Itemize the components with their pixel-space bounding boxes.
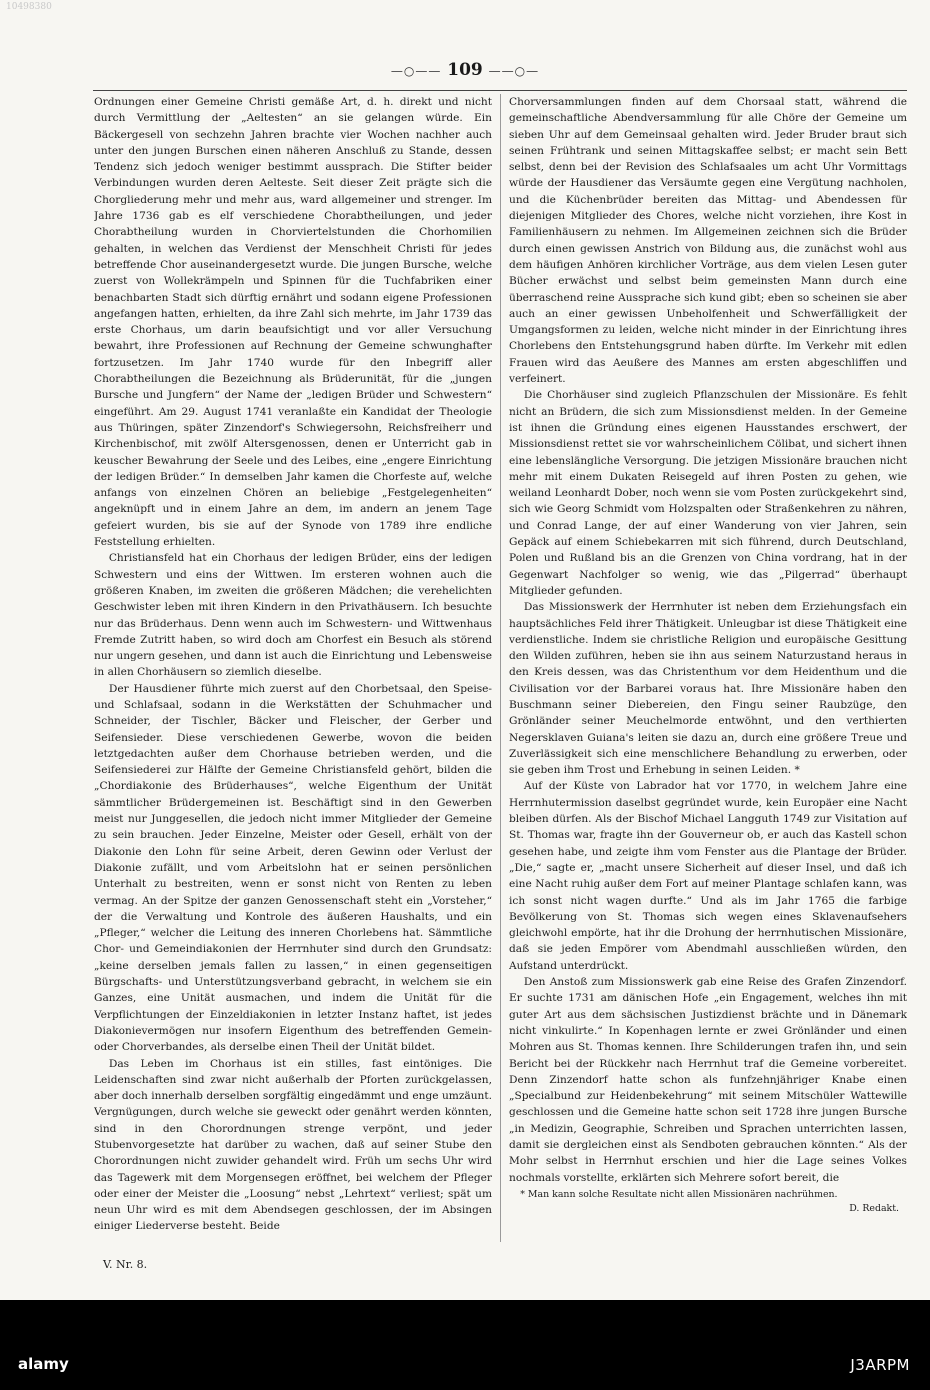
footnote-signature: D. Redakt.: [849, 1202, 899, 1214]
paragraph: Die Chorhäuser sind zugleich Pflanzschulen der Missionäre. Es fehlt nicht an Brüdern, die sich zum Missionsdienst melden. In der Gemeine ist ihnen die Gründung eines eigenen Hausstandes erschwert, der Missionsdienst rettet sie vor wahrscheinlichem Cölibat, und sichert ihnen eine lebenslängliche Versorgung. Die jetzigen Missionäre brauchen nicht mehr mit einem Dukaten Reisegeld auf ihren Posten zu gehen, wie weiland Leonhardt Dober, noch wenn sie vom Posten zurückgekehrt sind, sich wie Georg Schmidt vom Holzspalten oder Straßenkehren zu nähren, und Conrad Lange, der auf einer Wanderung von vier Jahren, sein Gepäck auf einem Schiebekarren mit sich führend, durch Deutschland, Polen und Rußland bis an die Grenzen von China vordrang, hat in der Gegenwart Nachfolger so wenig, wie das „Pilgerrad“ überhaupt Mitglieder gefunden.: [509, 389, 907, 597]
header-dash-left: —○——: [390, 64, 442, 78]
column-divider: [500, 94, 501, 1242]
page-number: 109: [447, 60, 483, 80]
footer-issue: V. Nr. 8.: [103, 1258, 148, 1271]
archive-id: 10498380: [6, 2, 52, 12]
left-column: [94, 94, 492, 1244]
alamy-logo: [18, 1355, 78, 1373]
header-dash-right: ——○—: [488, 64, 540, 78]
watermark-id: J3ARPM: [850, 1356, 910, 1374]
paragraph: Christiansfeld hat ein Chorhaus der ledigen Brüder, eins der ledigen Schwestern und eins der Wittwen. Im ersteren wohnen auch die größeren Knaben, im zweiten die größeren Mädchen; die verehelichten Geschwister leben mit ihren Kindern in den Privathäusern. Ich besuchte nur das Brüderhaus. Denn wenn auch im Schwestern- und Wittwenhaus Fremde Zutritt haben, so wird doch am Chorfest ein Besuch als störend nur ungern gesehen, und dann ist auch die Einrichtung und Lebensweise in allen Chorhäusern so ziemlich dieselbe.: [94, 552, 492, 679]
svg-text:alamy: alamy: [18, 1355, 69, 1373]
paragraph: Das Leben im Chorhaus ist ein stilles, fast eintöniges. Die Leidenschaften sind zwar nicht außerhalb der Pforten zurückgelassen, aber doch innerhalb derselben sorgfältig eingedämmt und enge umzäunt. Vergnügungen, durch welche sie geweckt oder genährt werden könnten, sind in den Chorordnungen strenge verpönt, und jeder Stubenvorgesetzte hat darüber zu wachen, daß auf seiner Stube den Chorordnungen nicht zuwider gehandelt wird. Früh um sechs Uhr wird das Tagewerk mit dem Morgensegen eröffnet, bei welchem der Pfleger oder einer der Meister die „Loosung“ nebst „Lehrtext“ verliest; spät um neun Uhr wird es mit dem Abendsegen geschlossen, der im Absingen einiger Liederverse besteht. Beide: [94, 1057, 492, 1233]
header-rule: [93, 90, 907, 91]
footnote: * Man kann solche Resultate nicht allen Missionären nachrühmen.: [520, 1188, 838, 1200]
paragraph: Das Missionswerk der Herrnhuter ist neben dem Erziehungsfach ein hauptsächliches Feld ihrer Thätigkeit. Unleugbar ist diese Thätigkeit eine verdienstliche. Indem sie christliche Religion und europäische Gesittung den Wilden zuführen, heben sie ihn aus seinem Naturzustand heraus in den Kreis dessen, was das Christenthum vor dem Heidenthum und die Civilisation vor der Barbarei voraus hat. Ihre Missionäre haben den Buschmann seiner Diebereien, den Fingu seiner Raubzüge, den Grönländer seiner Meuchelmorde entwöhnt, und den verthierten Negersklaven Guiana's leiten sie dazu an, durch eine größere Treue und Zuverlässigkeit sich eine menschlichere Behandlung zu erwerben, oder sie geben ihm Trost und Erhebung in seinen Leiden. *: [509, 601, 907, 777]
right-column: [509, 94, 907, 1244]
paragraph: Chorversammlungen finden auf dem Chorsaal statt, während die gemeinschaftliche Abendversammlung für alle Chöre der Gemeine um sieben Uhr auf dem Gemeinsaal gehalten wird. Jeder Bruder braut sich seinen Frühtrank und seinen Mittagskaffee selbst; er macht sein Bett selbst, denn bei der Revision des Schlafsaales um acht Uhr Vormittags würde der Hausdiener das Versäumte gegen eine Vergütung nachholen, und die Küchenbrüder bereiten das Mittag- und Abendessen für diejenigen Mitglieder des Chores, welche nicht vorziehen, ihre Kost in Familienhäusern zu nehmen. Im Allgemeinen zeichnen sich die Brüder durch einen gewissen Anstrich von Bildung aus, die zunächst wohl aus dem häufigen Anhören kirchlicher Vorträge, aus dem vielen Lesen guter Bücher erwächst und selbst beim gemeinsten Mann durch eine überraschend reine Aussprache sich kund gibt; eben so scheinen sie aber auch an einer gewissen Unbeholfenheit und Schwerfälligkeit der Umgangsformen zu leiden, welche nicht minder in der Einrichtung ihres Chorlebens den Entstehungsgrund haben dürfte. Im Verkehr mit edlen Frauen wird das Aeußere des Mannes am ersten abgeschliffen und verfeinert.: [509, 96, 907, 386]
paragraph: Ordnungen einer Gemeine Christi gemäße Art, d. h. direkt und nicht durch Vermittlung der „Aeltesten“ an sie gelangen würde. Ein Bäckergesell von sechzehn Jahren brachte vier Wochen nachher auch unter den jungen Burschen einen näheren Anschluß zu Stande, dessen Tendenz sich jedoch weniger bestimmt aussprach. Die Stifter beider Verbindungen wurden deren Aelteste. Seit dieser Zeit prägte sich die Chorgliederung mehr und mehr aus, ward allgemeiner und strenger. Im Jahre 1736 gab es elf verschiedene Chorabtheilungen, und jeder Chorabtheilung wurden in Chorviertelstunden die Chorhomilien gehalten, in welchen das Verdienst der Menschheit Christi für jedes betreffende Chor auseinandergesetzt wurde. Die jungen Bursche, welche zuerst von Wollekrämpeln und Spinnen für die Tuchfabriken einer benachbarten Stadt sich dürftig ernährt und sodann eigene Professionen angefangen hatten, erhielten, da ihre Zahl sich mehrte, im Jahr 1739 das erste Chorhaus, um darin beaufsichtigt und vor aller Versuchung bewahrt, ihre Professionen auf Rechnung der Gemeine schwunghafter fortzusetzen. Im Jahr 1740 wurde für den Inbegriff aller Chorabtheilungen die Bezeichnung als Brüderunität, für die „jungen Bursche und Jungfern“ der Name der „ledigen Brüder und Schwestern“ eingeführt. Am 29. August 1741 veranlaßte ein Kandidat der Theologie aus Thüringen, später Zinzendorf's Schwiegersohn, Reichsfreiherr und Kirchenbischof, mit zwölf Altersgenossen, denen er Unterricht gab in keuscher Bewahrung der Seele und des Leibes, eine „engere Einrichtung der ledigen Brüder.“ In demselben Jahr kamen die Chorfeste auf, welche anfangs von einzelnen Chören an beliebige „Festgelegenheiten“ angeknüpft und in einem Jahre an dem, im andern an jenem Tage gefeiert wurden, bis sie auf der Synode von 1789 ihre endliche Feststellung erhielten.: [94, 96, 492, 549]
page-header: [0, 60, 930, 80]
paragraph: Der Hausdiener führte mich zuerst auf den Chorbetsaal, den Speise- und Schlafsaal, sodann in die Werkstätten der Schuhmacher und Schneider, der Tischler, Bäcker und Fleischer, der Gerber und Seifensieder. Diese verschiedenen Gewerbe, wovon die beiden letztgedachten außer dem Chorhause betrieben werden, und die Seifensiederei zur Hälfte der Gemeine Christiansfeld gehört, bilden die „Chordiakonie des Brüderhauses“, welche Eigenthum der Unität sämmtlicher Brüdergemeinen ist. Beschäftigt sind in den Gewerben meist nur Junggesellen, die jedoch nicht immer Mitglieder der Gemeine zu sein brauchen. Jeder Einzelne, Meister oder Gesell, erhält von der Diakonie den Lohn für seine Arbeit, deren Gewinn oder Verlust der Diakonie zufällt, und vom Arbeitslohn hat er seinen persönlichen Unterhalt zu bestreiten, wenn er sonst nicht von Renten zu leben vermag. An der Spitze der ganzen Genossenschaft steht ein „Vorsteher,“ der die Verwaltung und Kontrole des äußeren Haushalts, und ein „Pfleger,“ welcher die Leitung des inneren Chorlebens hat. Sämmtliche Chor- und Gemeindiakonien der Herrnhuter sind durch den Grundsatz: „keine derselben jemals fallen zu lassen,“ in einen gegenseitigen Bürgschafts- und Unterstützungsverband gebracht, in welchem sie ein Ganzes, eine Unität ausmachen, und indem die Unität für die Verpflichtungen der Einzeldiakonien in letzter Instanz haftet, ist jedes Diakonievermögen nur insofern Eigenthum des betreffenden Gemein- oder Chorverbandes, als derselbe einen Theil der Unität bildet.: [94, 682, 492, 1054]
paragraph: Auf der Küste von Labrador hat vor 1770, in welchem Jahre eine Herrnhutermission daselbst gegründet wurde, kein Europäer eine Nacht bleiben dürfen. Als der Bischof Michael Langguth 1749 zur Visitation auf St. Thomas war, fragte ihn der Gouverneur ob, er auch das Kastell schon gesehen habe, und zeigte ihm vom Fenster aus die Plantage der Brüder. „Die,“ sagte er, „macht unsere Sicherheit auf dieser Insel, und daß ich eine Nacht ruhig außer dem Fort auf meiner Plantage schlafen kann, was ich sonst nicht wagen durfte.“ Und als im Jahr 1765 die farbige Bevölkerung von St. Thomas sich wegen eines Sklavenaufsehers gleichwohl empörte, hat ihr die Drohung der herrnhutischen Missionäre, daß sie jeden Empörer vom Abendmahl ausschließen würden, den Aufstand unterdrückt.: [509, 780, 907, 972]
paragraph: Den Anstoß zum Missionswerk gab eine Reise des Grafen Zinzendorf. Er suchte 1731 am dänischen Hofe „ein Engagement, welches ihn mit guter Art aus dem sächsischen Justizdienst brächte und in Dänemark nicht vinkulirte.“ In Kopenhagen lernte er zwei Grönländer und einen Mohren aus St. Thomas kennen. Ihre Schilderungen trafen ihn, und sein Bericht bei der Rückkehr nach Herrnhut traf die Gemeine vorbereitet. Denn Zinzendorf hatte schon als funfzehnjähriger Knabe einen „Specialbund zur Heidenbekehrung“ mit seinem Mitschüler Wattewille geschlossen und die Gemeine hatte schon seit 1728 ihre jungen Bursche „in Medizin, Geographie, Schreiben und Sprachen unterrichten lassen, damit sie dergleichen einst als Sendboten gebrauchen könnten.“ Als der Mohr selbst in Herrnhut erschien und hier die Lage seines Volkes nochmals vorstellte, erklärten sich Mehrere sofort bereit, die: [509, 976, 907, 1184]
